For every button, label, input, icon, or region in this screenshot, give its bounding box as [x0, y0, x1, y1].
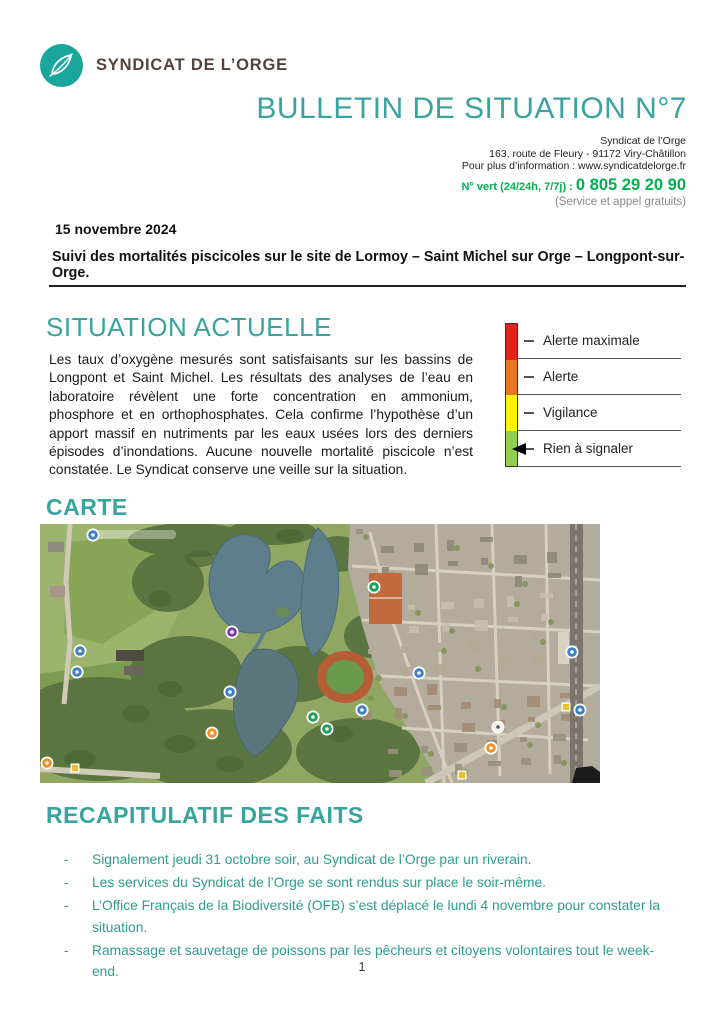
map-house: [501, 658, 514, 665]
map-house: [508, 617, 518, 622]
page-title: BULLETIN DE SITUATION N°7: [256, 92, 687, 125]
map-marker-glyph: [230, 630, 234, 634]
alert-level-label: Alerte: [543, 369, 579, 384]
map-house: [428, 705, 441, 710]
map-garden: [540, 639, 546, 645]
map-marker-fill: [563, 704, 569, 710]
map-house: [481, 558, 488, 565]
map-building: [116, 650, 144, 661]
map-marker-glyph: [228, 690, 232, 694]
recap-dash: -: [64, 942, 69, 958]
header-logo: [40, 44, 288, 87]
bulletin-subject: Suivi des mortalités piscicoles sur le site de Lormoy – Saint Michel sur Orge – Longpont-sur-Orge.: [52, 249, 685, 281]
map-house: [381, 546, 394, 553]
current-level-arrow-icon: [512, 443, 526, 455]
map-house: [548, 573, 561, 578]
alert-legend-rows: [518, 323, 681, 467]
recap-text: L’Office Français de la Biodiversité (OFB) s’est déplacé le lundi 4 novembre pour constater la situation.: [92, 898, 660, 935]
map-marker-glyph: [578, 708, 582, 712]
hotline-label: N° vert (24/24h, 7/7j) :: [461, 180, 576, 193]
map-house: [541, 614, 548, 621]
alert-legend-row: [518, 323, 681, 359]
map-house: [461, 702, 471, 709]
map-house: [514, 555, 527, 564]
map-marker-glyph: [325, 727, 329, 731]
alert-color-segment: [506, 324, 517, 360]
map-marker-glyph: [311, 715, 315, 719]
alert-color-segment: [506, 360, 517, 396]
section-heading-carte: CARTE: [46, 494, 128, 520]
map-house: [554, 755, 561, 764]
map-house: [467, 640, 480, 651]
hotline-line: [461, 176, 686, 196]
recap-text: Ramassage et sauvetage de poissons par les pêcheurs et citoyens volontaires tout le week-end.: [92, 942, 655, 979]
map-house: [448, 561, 458, 566]
map-house: [434, 643, 441, 652]
map-house: [521, 758, 531, 765]
map-garden: [514, 601, 520, 607]
alert-level-label: Alerte maximale: [543, 333, 640, 348]
recap-dash: -: [64, 898, 69, 913]
alert-legend-row: [518, 359, 681, 395]
map-garden: [548, 619, 554, 625]
alert-scale-legend: [505, 323, 681, 467]
map-house: [409, 626, 419, 633]
map-house: [408, 605, 415, 610]
map-house: [520, 737, 527, 742]
map-garden: [402, 713, 408, 719]
legend-tick: [524, 340, 534, 342]
map-house: [507, 596, 514, 607]
address-org: Syndicat de l’Orge: [600, 135, 686, 147]
recap-dash: -: [64, 875, 69, 890]
map-house: [401, 646, 411, 653]
address-website: Pour plus d’information : www.syndicatdelorge.fr: [461, 160, 686, 172]
map-house: [540, 593, 553, 598]
map-house: [500, 637, 510, 642]
map-house: [454, 743, 467, 752]
map-house: [480, 537, 493, 542]
map-house: [421, 746, 428, 753]
section-heading-recap: RECAPITULATIF DES FAITS: [46, 802, 364, 828]
map-garden: [449, 628, 455, 634]
satellite-map: [40, 524, 600, 783]
map-house: [368, 649, 381, 654]
alert-level-label: Vigilance: [543, 405, 598, 420]
map-marker-glyph: [489, 746, 493, 750]
map-house: [468, 661, 475, 666]
legend-tick: [524, 412, 534, 414]
map-building: [124, 666, 144, 675]
map-marker-glyph: [78, 649, 82, 653]
section-heading-situation: SITUATION ACTUELLE: [46, 312, 332, 342]
map-garden: [522, 581, 528, 587]
map-garden: [488, 563, 494, 569]
map-house: [528, 717, 535, 722]
map-marker-glyph: [360, 708, 364, 712]
address-block: [461, 135, 686, 209]
map-marker-glyph: [372, 585, 376, 589]
map-garden: [363, 534, 369, 540]
address-street: 163, route de Fleury - 91172 Viry-Châtillon: [489, 147, 686, 160]
map-garden: [368, 695, 374, 701]
map-marker-glyph: [496, 725, 500, 729]
leaf-logo-icon: [40, 44, 83, 87]
recap-text: Les services du Syndicat de l’Orge se sont rendus sur place le soir-même.: [92, 875, 546, 890]
map-house: [395, 708, 402, 719]
recap-item: [64, 872, 679, 894]
map-house: [494, 699, 501, 708]
recap-dash: -: [64, 852, 69, 867]
map-marker-fill: [459, 772, 465, 778]
recap-item: [64, 895, 679, 938]
map-garden: [376, 675, 382, 681]
map-house: [442, 623, 449, 632]
map-garden: [441, 648, 447, 654]
map-place-label: [88, 530, 176, 539]
map-house: [422, 767, 432, 776]
map-house: [488, 761, 501, 766]
map-house: [394, 687, 407, 696]
map-house: [474, 599, 484, 608]
map-house: [462, 723, 475, 732]
map-house: [533, 634, 540, 641]
map-house: [560, 693, 570, 698]
alert-legend-row: [518, 395, 681, 431]
bulletin-date: 15 novembre 2024: [55, 221, 177, 237]
map-building: [50, 586, 65, 597]
alert-level-label: Rien à signaler: [543, 441, 634, 456]
map-house: [441, 602, 454, 609]
map-garden: [561, 760, 567, 766]
map-lake-island: [276, 607, 290, 617]
map-house: [435, 664, 445, 675]
map-track-infield: [326, 660, 364, 694]
map-house: [515, 576, 522, 587]
hotline-number: 0 805 29 20 90: [575, 175, 686, 194]
map-house: [475, 620, 488, 631]
map-house: [547, 552, 557, 563]
logo-wordmark: SYNDICAT DE L’ORGE: [96, 56, 288, 74]
map-garden: [475, 666, 481, 672]
map-marker-fill: [72, 765, 78, 771]
map-house: [414, 543, 424, 552]
map-house: [415, 564, 428, 575]
map-house: [388, 749, 398, 754]
map-house: [527, 696, 540, 707]
map-building: [48, 542, 64, 552]
map-house: [356, 529, 363, 534]
map-garden: [428, 751, 434, 757]
map-house: [447, 540, 454, 551]
horizontal-rule: [49, 285, 686, 287]
map-garden: [454, 545, 460, 551]
recap-text: Signalement jeudi 31 octobre soir, au Syndicat de l’Orge par un riverain.: [92, 852, 532, 867]
situation-paragraph: Les taux d’oxygène mesurés sont satisfaisants sur les bassins de Longpont et Saint Michel. Les résultats des analyses de l’eau en laboratoire révèlent une forte concentration en ammonium, phosphore et en orthophosphates. Cela confirme l’hypothèse d’un apport massif en nutriments par les eaux usées lors des derniers épisodes d’inondations. Aucune nouvelle mortalité piscicole n’est constatée. Le Syndicat conserve une veille sur la situation.: [49, 352, 473, 478]
map-marker-glyph: [75, 670, 79, 674]
page-number: 1: [358, 960, 366, 974]
alert-legend-row: [518, 431, 681, 467]
map-marker-glyph: [210, 731, 214, 735]
legend-tick: [524, 376, 534, 378]
map-house: [534, 655, 544, 664]
map-garden: [501, 704, 507, 710]
map-marker-glyph: [45, 761, 49, 765]
map-garden: [527, 742, 533, 748]
recap-item: [64, 849, 679, 871]
map-garden: [415, 610, 421, 616]
map-marker-glyph: [417, 671, 421, 675]
satellite-map-image: [40, 524, 600, 783]
map-marker-glyph: [570, 650, 574, 654]
alert-color-segment: [506, 395, 517, 431]
hotline-note: (Service et appel gratuits): [554, 195, 686, 208]
map-house: [427, 684, 437, 695]
map-house: [389, 770, 402, 777]
map-garden: [535, 722, 541, 728]
map-house: [553, 734, 566, 741]
map-marker-glyph: [91, 533, 95, 537]
